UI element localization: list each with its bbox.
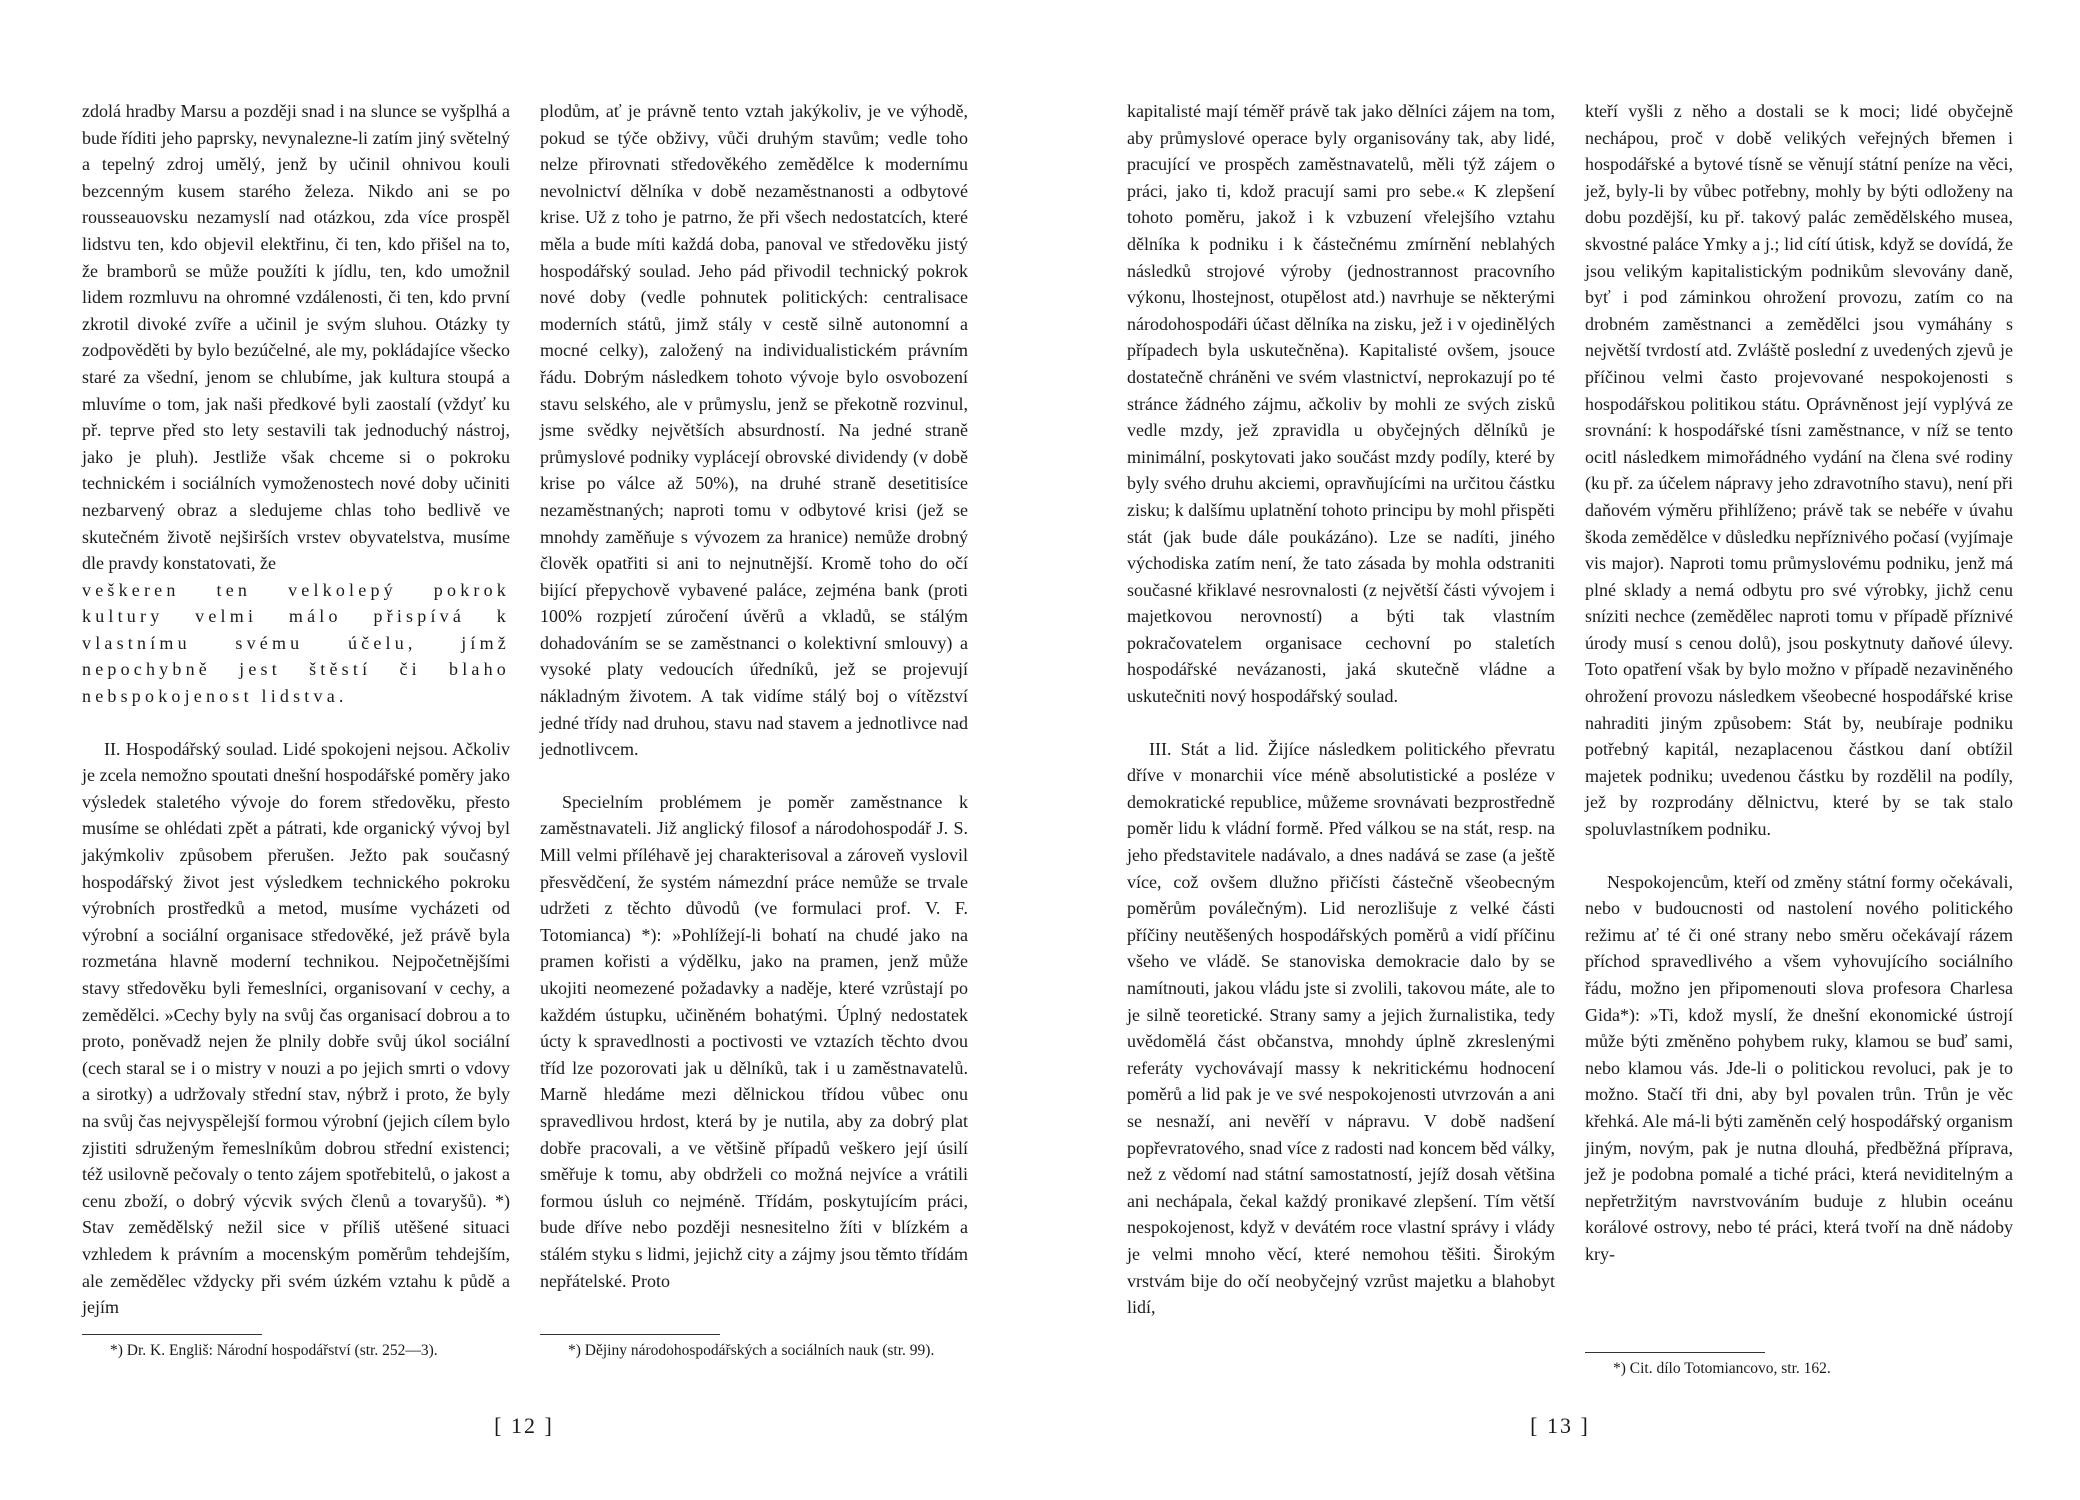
paragraph: Specielním problémem je poměr zaměstnance k zaměstnavateli. Již anglický filosof a národohospodář J. S. Mill velmi příléhavě jej charakterisoval a zároveň vyslovil přesvědčení, že systém námezdní práce nemůže se trvale udržeti z těchto důvodů (ve formulaci prof. V. F. Totomianca) *): »Pohlížejí-li bohatí na chudé jako na pramen kořisti a výdělku, jako na pramen, jenž může ukojiti neomezené požadavky a naděje, které vzrůstají po každém ústupku, učiněném bohatými. Úplný nedostatek úcty k spravedlnosti a poctivosti ve vztazích těchto dvou tříd lze pozorovati jak u dělníků, tak i u zaměstnavatelů. Marně hledáme mezi dělnickou třídou vůbec onu spravedlivou hrdost, která by je nutila, aby za dobrý plat dobře pracovali, a ve většině případů veškero její úsilí směřuje k tomu, aby obdrželi co možná nejvíce a vrátili formou úsluh co nejméně. Třídám, poskytujícím práci, bude dříve nebo později nesnesitelno žíti v blízkém a stálém styku s lidmi, jejichž city a zájmy jsou těmto třídám nepřátelské. Proto [540,791,968,1291]
spaced-emphasis: veškeren ten velkolepý pokrok kultury velmi málo přispívá k vlastnímu svému účelu, jímž nepochybně jest štěstí či blaho nebspokojenost lidstva. [82,579,510,707]
section-iii-paragraph: III. Stát a lid. Žijíce následkem politického převratu dříve v monarchii více méně absolutistické a posléze v demokratické republice, můžeme srovnávati bezprostředně poměr lidu k vládní formě. Před válkou se na stát, resp. na jeho představitele nadávalo, a dnes nadává se zase (a ještě více, což ovšem dlužno přičísti částečně všeobecným poměrům poválečným). Lid nerozlišuje z velké části příčiny neutěšených hospodářských poměrů a vidí příčinu všeho ve vládě. Se stanoviska demokracie dalo by se namítnouti, jakou vládu jste si zvolili, takovou máte, ale to je silně teoretické. Strany samy a jejich žurnalistika, tedy uvědomělá část občanstva, mnohdy úplně zkreslenými referáty vychovávají massy k nekritickému hodnocení poměrů a lid pak je ve své nespokojenosti utvrzován a ani se nesnaží, ani nevěří v nápravu. V době nadšení popřevratového, snad více z radosti nad koncem běd války, než z vědomí nad státní samostatností, jejíž dosah většina ani nechápala, čekal každý pronikavé zlepšení. Tím větší nespokojenost, když v devátém roce vlastní správy i vlády je velmi mnoho věcí, které nemohou těšiti. Širokým vrstvám bije do očí neobyčejný vzrůst majetku a blahobyt lidí, [1127,738,1555,1318]
footnote-rule [540,1334,720,1335]
right-page [1040,0,2080,1500]
paragraph: kteří vyšli z něho a dostali se k moci; lidé obyčejně nechápou, proč v době velikých veřejných břemen i hospodářské a bytové tísně se věnují státní peníze na věci, jež, byly-li by vůbec potřebny, mohly by býti odloženy na dobu pozdější, ku př. takový palác zemědělského musea, skvostné paláce Ymky a j.; lid cítí útisk, když se dovídá, že jsou velikým kapitalistickým podnikům slevovány daně, byť i pod záminkou ohrožení provozu, zatím co na drobném zaměstnanci a zemědělci jsou vymáhány s největší tvrdostí atd. Zvláště poslední z uvedených zjevů je příčinou velmi často projevované nespokojenosti s hospodářskou politikou státu. Oprávněnost její vyplývá ze srovnání: k hospodářské tísni zaměstnance, v níž se tento ocitl následkem mimořádného vydání na člena své rodiny (ku př. za účelem nápravy jeho zdravotního stavu), není při daňovém výměru přihlíženo; právě tak se nebéře v úvahu škoda zemědělce v důsledku nepříznivého počasí (vyjímaje vis major). Naproti tomu průmyslovému podniku, jenž má plné sklady a nemá odbytu pro své výrobky, jichž cenu sníziti nechce (zemědělec naproti tomu v případě příznivé úrody musí s cenou dolů), jsou poskytnuty daňové úlevy. Toto opatření však by bylo možno v případě nezaviněného ohrožení provozu následkem všeobecné hospodářské krise nahraditi jiným způsobem: Stát by, neubíraje podniku potřebný kapitál, nezaplacenou částkou daní obtížil majetek podniku; uvedenou částku by rozdělil na podíly, jež by rozprodány dělnictvu, které by se tak stalo spoluvlastníkem podniku. [1585,101,2013,840]
page-number: [ 12 ] [494,1413,554,1438]
paragraph: zdolá hradby Marsu a později snad i na slunce se vyšplhá a bude říditi jeho paprsky, nevynalezne-li zatím jiný světelný a tepelný zdroj umělý, jenž by učinil ohnivou kouli bezcenným kusem starého železa. Nikdo ani se po rousseauovsku nezamyslí nad otázkou, zda více prospěl lidstvu ten, kdo objevil elektřinu, či ten, kdo přišel na to, že bramborů se může použíti k jídlu, ten, kdo umožnil lidem rozmluvu na ohromné vzdálenosti, či ten, kdo první zkrotil divoké zvíře a učinil je svým sluhou. Otázky ty zodpověděti by bylo bezúčelné, ale my, pokládajíce všecko staré za všední, jenom se chlubíme, jak kultura stoupá a mluvíme o tom, jak naši předkové byli zaostalí (vždyť ku př. teprve před sto lety sestavili tak jednoduchý nástroj, jako je pluh). Jestliže však chceme si o pokroku technickém i sociálních vymoženostech nové doby učiniti nezbarvený obraz a sledujeme chlas toho bedlivě ve skutečném životě nejširších vrstev obyvatelstva, musíme dle pravdy konstatovati, že [82,101,510,574]
footnote-rule [82,1334,262,1335]
page-number: [ 13 ] [1530,1413,1590,1438]
paragraph: plodům, ať je právně tento vztah jakýkoliv, je ve výhodě, pokud se týče obživy, vůči druhým stavům; vedle toho nelze přirovnati středověkého zemědělce k modernímu nevolnictví dělníka v době nezaměstnanosti a odbytové krise. Už z toho je patrno, že při všech nedostatcích, které měla a bude míti každá doba, panoval ve středověku jistý hospodářský soulad. Jeho pád přivodil technický pokrok nové doby (vedle pohnutek politických: centralisace moderních států, jimž stály v cestě silně autonomní a mocné celky), založený na individualistickém právním řádu. Dobrým následkem tohoto vývoje bylo osvobození stavu selského, ale v průmyslu, jenž se překotně rozvinul, jsme svědky největších absurdností. Na jedné straně průmyslové podniky vyplácejí obrovské dividendy (v době krise po válce až 50%), na druhé straně desetitisíce nezaměstnaných; naproti tomu v odbytové krisi (jež se mnohdy zaměňuje s vývozem za hranice) nemůže drobný člověk opatřiti si ani to nejnutnější. Kromě toho do očí bijící přepychově vybavené paláce, zejména bank (proti 100% rozpjetí zúročení úvěrů a vkladů, se stálým dohadováním se se zaměstnanci o kolektivní smlouvy) a vysoké platy vedoucích úředníků, jež se projevují nákladným životem. A tak vidíme stálý boj o vítězství jedné třídy nad druhou, stavu nad stavem a jednotlivce nad jednotlivcem. [540,101,968,760]
left-page-column-1 [82,98,510,1321]
right-page-column-1 [1127,98,1555,1321]
left-page-column-2 [540,98,968,1294]
footnote: *) Dr. K. Engliš: Národní hospodářství (str. 252—3). [110,1342,438,1359]
right-page-column-2 [1585,98,2013,1268]
section-ii-paragraph: II. Hospodářský soulad. Lidé spokojeni nejsou. Ačkoliv je zcela nemožno spoutati dnešní hospodářské poměry jako výsledek staletého vývoje do forem středověku, přesto musíme se ohlédati zpět a pátrati, kde organický vývoj byl jakýmkoliv způsobem přerušen. Ježto pak současný hospodářský život jest výsledkem technického pokroku výrobních prostředků a metod, musíme vycházeti od výrobní a sociální organisace středověké, jež právě byla rozmetána hlavně moderní technikou. Nejpočetnějšími stavy středověku byli řemeslníci, organisovaní v cechy, a zemědělci. »Cechy byly na svůj čas organisací dobrou a to proto, poněvadž nejen že plnily dobře svůj úkol sociální (cech staral se i o mistry v nouzi a po jejich smrti o vdovy a sirotky) a udržovaly střední stav, nýbrž i proto, že byly na svůj čas nejvyspělejší formou výrobní (jejich cílem bylo zjistiti sdruženým řemeslníkům dobrou střední existenci; též usilovně pečovaly o tento zájem spotřebitelů, o jakost a cenu zboží, o dobrý výcvik svých členů a tovaryšů). *) Stav zemědělský nežil sice v příliš utěšené situaci vzhledem k právním a mocenským poměrům tehdejším, ale zemědělec vždycky při svém úzkém vztahu k půdě a jejím [82,738,510,1318]
footnote: *) Cit. dílo Totomiancovo, str. 162. [1613,1360,1831,1377]
paragraph: Nespokojencům, kteří od změny státní formy očekávali, nebo v budoucnosti od nastolení nového politického režimu ať té či oné strany nebo směru očekávají rázem příchod spravedlivého a všem vyhovujícího sociálního řádu, možno jen připomenouti slova profesora Charlesa Gida*): »Ti, kdož myslí, že dnešní ekonomické ústrojí může býti změněno pohybem ruky, klamou se buď sami, nebo klamou vás. Jde-li o politickou revoluci, pak je to možno. Stačí tři dni, aby byl povalen trůn. Trůn je věc křehká. Ale má-li býti zaměněn celý hospodářský organism jiným, novým, pak je nutna dlouhá, předběžná příprava, jež je podobna pomalé a tiché práci, která neviditelným a nepřetržitým navrstvováním buduje z hlubin oceánu korálové ostrovy, nebo té práci, která tvoří na dně nádoby kry- [1585,871,2013,1264]
paragraph: kapitalisté mají téměř právě tak jako dělníci zájem na tom, aby průmyslové operace byly organisovány tak, aby lidé, pracující ve prospěch zaměstnavatelů, měli týž zájem o práci, jako ti, kdož pracují sami pro sebe.« K zlepšení tohoto poměru, jakož i k vzbuzení vřelejšího vztahu dělníka k podniku i k částečnému zmírnění neblahých následků strojové výroby (jednostrannost pracovního výkonu, lhostejnost, otupělost atd.) navrhuje se některými národohospodáři účast dělníka na zisku, jež i v ojedinělých případech byla uskutečněna). Kapitalisté ovšem, jsouce dostatečně chráněni ve svém vlastnictví, neprokazují po té stránce žádného zájmu, ačkoliv by mohli ze svých zisků vedle mzdy, jež zpravidla u obyčejných dělníků je minimální, poskytovati jako součást mzdy podíly, které by byly svého druhu akciemi, opravňujícími na určitou částku zisku; k dalšímu uplatnění tohoto principu by mohl přispěti stát (jak bude dále poukázáno). Lze se nadíti, jiného východiska zatím není, že tato zásada by mohla odstraniti současné křiklavé nesrovnalosti (z největší části vývojem i majetkovou nerovností) a býti tak vlastním pokračovatelem organisace cechovní po staletích hospodářské nevázanosti, jaká skutečně vládne a uskutečniti nový hospodářský soulad. [1127,101,1555,707]
footnote: *) Dějiny národohospodářských a sociálních nauk (str. 99). [568,1342,935,1359]
footnote-rule [1585,1352,1765,1353]
